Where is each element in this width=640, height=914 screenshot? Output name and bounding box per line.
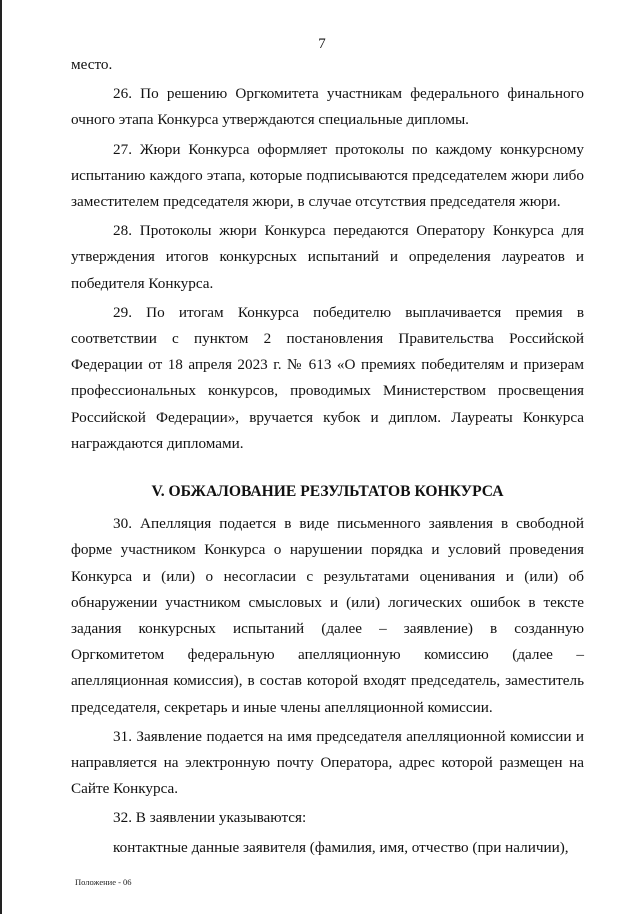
paragraph-26: 26. По решению Оргкомитета участникам федерального финального очного этапа Конкурса утверждаются специальные дипломы.	[71, 85, 584, 129]
paragraph-30: 30. Апелляция подается в виде письменного заявления в свободной форме участником Конкурса о нарушении порядка и условий проведения Конкурса и (или) о несогласии с результатами оценивания и (или) об обнаружении участником смысловых и (или) логических ошибок в тексте задания конкурсных испытаний (далее – заявление) в созданную Оргкомитетом федеральную апелляционную комиссию (далее – апелляционная комиссия), в состав которой входят председатель, заместитель председателя, секретарь и иные члены апелляционной комиссии.	[71, 515, 584, 716]
page-number: 7	[318, 36, 326, 52]
paragraph-27: 27. Жюри Конкурса оформляет протоколы по каждому конкурсному испытанию каждого этапа, которые подписываются председателем жюри либо заместителем председателя жюри, в случае отсутствия председателя жюри.	[71, 140, 584, 211]
footer-label: Положение - 06	[75, 877, 132, 887]
paragraph-28: 28. Протоколы жюри Конкурса передаются Оператору Конкурса для утверждения итогов конкурсных испытаний и определения лауреатов и победителя Конкурса.	[71, 222, 584, 292]
document-body	[71, 52, 584, 861]
paragraph-continuation: место.	[71, 56, 113, 73]
paragraph-contact-data: контактные данные заявителя (фамилия, имя, отчество (при наличии),	[113, 838, 569, 856]
section-heading: V. ОБЖАЛОВАНИЕ РЕЗУЛЬТАТОВ КОНКУРСА	[151, 483, 504, 501]
paragraph-32: 32. В заявлении указываются:	[113, 809, 307, 827]
paragraph-29: 29. По итогам Конкурса победителю выплачивается премия в соответствии с пунктом 2 постановления Правительства Российской Федерации от 18 апреля 2023 г. № 613 «О премиях победителям и призерам профессиональных конкурсов, проводимых Министерством просвещения Российской Федерации», вручается кубок и диплом. Лауреаты Конкурса награждаются дипломами.	[71, 303, 584, 452]
paragraph-31: 31. Заявление подается на имя председателя апелляционной комиссии и направляется на электронную почту Оператора, адрес которой размещен на Сайте Конкурса.	[71, 727, 584, 798]
